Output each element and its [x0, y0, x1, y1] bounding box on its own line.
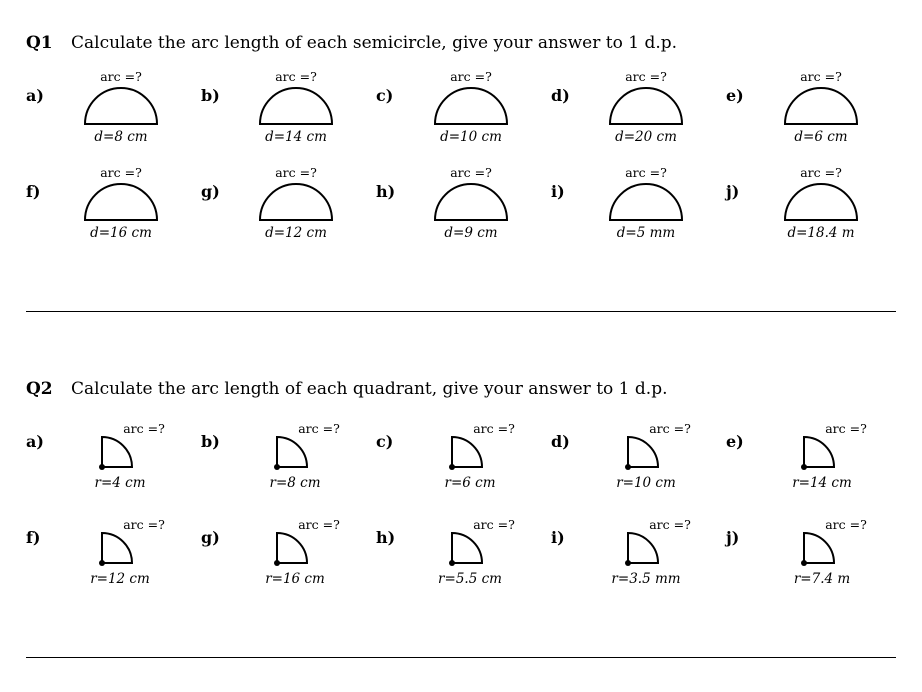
semicircle-diagram [81, 86, 161, 126]
arc-label: arc =? [298, 421, 340, 436]
quadrant-centre-dot [449, 560, 455, 566]
arc-label: arc =? [100, 69, 142, 84]
semicircle-outline [260, 88, 332, 124]
quadrant-centre-dot [449, 464, 455, 470]
item-letter: j) [726, 528, 740, 547]
semicircle-outline [85, 184, 157, 220]
quadrant-outline [804, 533, 834, 563]
arc-label: arc =? [649, 517, 691, 532]
quadrant-outline [452, 533, 482, 563]
item-letter: e) [726, 86, 744, 105]
semicircle-outline [435, 184, 507, 220]
semicircle-diagram [781, 182, 861, 222]
item-letter: g) [201, 182, 220, 201]
quadrant-diagram [800, 529, 840, 569]
semicircle-outline [435, 88, 507, 124]
radius-label: r=16 cm [265, 571, 325, 587]
arc-label: arc =? [800, 165, 842, 180]
item-letter: a) [26, 432, 44, 451]
quadrant-diagram [800, 433, 840, 473]
arc-label: arc =? [450, 165, 492, 180]
arc-label: arc =? [473, 421, 515, 436]
radius-label: r=10 cm [616, 475, 676, 491]
page-bottom-divider [26, 657, 896, 658]
item-letter: h) [376, 182, 396, 201]
arc-label: arc =? [275, 165, 317, 180]
quadrant-diagram [98, 529, 138, 569]
item-letter: b) [201, 432, 220, 451]
diameter-label: d=8 cm [94, 129, 148, 145]
semicircle-diagram [781, 86, 861, 126]
arc-label: arc =? [800, 69, 842, 84]
diameter-label: d=9 cm [444, 225, 498, 241]
quadrant-outline [628, 437, 658, 467]
quadrant-diagram [624, 433, 664, 473]
diameter-label: d=10 cm [440, 129, 502, 145]
item-letter: i) [551, 182, 565, 201]
arc-label: arc =? [649, 421, 691, 436]
semicircle-diagram [431, 86, 511, 126]
semicircle-diagram [606, 182, 686, 222]
item-letter: f) [26, 182, 41, 201]
quadrant-centre-dot [801, 560, 807, 566]
quadrant-outline [277, 533, 307, 563]
quadrant-outline [452, 437, 482, 467]
diameter-label: d=18.4 m [787, 225, 855, 241]
arc-label: arc =? [275, 69, 317, 84]
quadrant-diagram [98, 433, 138, 473]
question-1-instruction: Calculate the arc length of each semicircle, give your answer to 1 d.p. [71, 33, 678, 53]
semicircle-outline [785, 88, 857, 124]
diameter-label: d=6 cm [794, 129, 848, 145]
arc-label: arc =? [100, 165, 142, 180]
item-letter: g) [201, 528, 220, 547]
quadrant-centre-dot [274, 560, 280, 566]
diameter-label: d=12 cm [265, 225, 327, 241]
quadrant-outline [277, 437, 307, 467]
semicircle-outline [785, 184, 857, 220]
radius-label: r=7.4 m [793, 571, 851, 587]
quadrant-centre-dot [274, 464, 280, 470]
quadrant-outline [804, 437, 834, 467]
arc-label: arc =? [625, 165, 667, 180]
item-letter: d) [551, 86, 570, 105]
quadrant-diagram [448, 433, 488, 473]
quadrant-outline [102, 533, 132, 563]
item-letter: h) [376, 528, 396, 547]
arc-label: arc =? [473, 517, 515, 532]
semicircle-diagram [81, 182, 161, 222]
arc-label: arc =? [123, 517, 165, 532]
radius-label: r=3.5 mm [611, 571, 681, 587]
item-letter: e) [726, 432, 744, 451]
semicircle-outline [85, 88, 157, 124]
diameter-label: d=16 cm [90, 225, 152, 241]
semicircle-diagram [256, 182, 336, 222]
semicircle-diagram [256, 86, 336, 126]
diameter-label: d=14 cm [265, 129, 327, 145]
item-letter: c) [376, 432, 394, 451]
semicircle-outline [260, 184, 332, 220]
radius-label: r=5.5 cm [438, 571, 502, 587]
arc-label: arc =? [450, 69, 492, 84]
question-2-number: Q2 [26, 379, 53, 399]
item-letter: a) [26, 86, 44, 105]
quadrant-centre-dot [99, 464, 105, 470]
arc-label: arc =? [825, 421, 867, 436]
quadrant-outline [102, 437, 132, 467]
quadrant-centre-dot [625, 464, 631, 470]
quadrant-diagram [273, 433, 313, 473]
section-divider [26, 311, 896, 312]
radius-label: r=12 cm [90, 571, 150, 587]
quadrant-outline [628, 533, 658, 563]
diameter-label: d=20 cm [615, 129, 677, 145]
radius-label: r=6 cm [444, 475, 496, 491]
item-letter: j) [726, 182, 740, 201]
quadrant-diagram [448, 529, 488, 569]
radius-label: r=4 cm [94, 475, 146, 491]
arc-label: arc =? [298, 517, 340, 532]
item-letter: d) [551, 432, 570, 451]
item-letter: f) [26, 528, 41, 547]
arc-label: arc =? [625, 69, 667, 84]
radius-label: r=8 cm [269, 475, 321, 491]
item-letter: c) [376, 86, 394, 105]
semicircle-diagram [606, 86, 686, 126]
quadrant-centre-dot [625, 560, 631, 566]
quadrant-diagram [273, 529, 313, 569]
radius-label: r=14 cm [792, 475, 852, 491]
diameter-label: d=5 mm [616, 225, 676, 241]
quadrant-diagram [624, 529, 664, 569]
question-2-instruction: Calculate the arc length of each quadrant, give your answer to 1 d.p. [71, 379, 668, 399]
quadrant-centre-dot [99, 560, 105, 566]
quadrant-centre-dot [801, 464, 807, 470]
semicircle-outline [610, 184, 682, 220]
semicircle-diagram [431, 182, 511, 222]
arc-label: arc =? [825, 517, 867, 532]
arc-label: arc =? [123, 421, 165, 436]
item-letter: b) [201, 86, 220, 105]
semicircle-outline [610, 88, 682, 124]
item-letter: i) [551, 528, 565, 547]
question-1-number: Q1 [26, 33, 53, 53]
